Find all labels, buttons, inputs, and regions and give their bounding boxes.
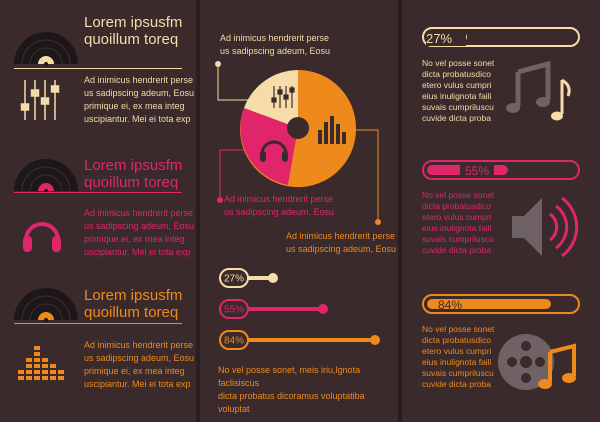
text-line: No vel posse sonet bbox=[422, 324, 495, 334]
text-line: eius inulignota faili bbox=[422, 223, 492, 233]
section-3-rule bbox=[14, 323, 182, 324]
text-line: suvais cumpriluscu bbox=[422, 102, 494, 112]
text-line: etero vulus cumpri bbox=[422, 346, 492, 356]
section-2-title bbox=[84, 157, 182, 191]
right-panel bbox=[402, 0, 600, 422]
section-2-rule bbox=[14, 192, 182, 193]
text-line: us sadipscing adeum, Eosu bbox=[286, 244, 397, 254]
item-1-body bbox=[422, 58, 494, 124]
text-line: primique ei, ex mea integ bbox=[84, 366, 185, 376]
text-line: dicta probatusdico bbox=[422, 335, 491, 345]
text-line: primique ei, ex mea integ bbox=[84, 234, 185, 244]
text-line: Ad inimicus hendrerit perse bbox=[84, 340, 194, 350]
equalizer-bars-icon bbox=[18, 340, 66, 382]
text-line: eius inulignota faili bbox=[422, 357, 492, 367]
section-1-title-line1: Lorem ipsusfm bbox=[84, 14, 183, 31]
percent-bar-label: 55% bbox=[223, 304, 245, 316]
percent-bar-label: 84% bbox=[223, 335, 245, 347]
middle-panel bbox=[200, 0, 398, 422]
progress-label: 84% bbox=[437, 298, 463, 312]
section-2-title-line1: Lorem ipsusfm bbox=[84, 157, 183, 174]
percent-bar-end bbox=[268, 273, 278, 283]
progress-label: 55% bbox=[460, 164, 494, 178]
left-panel bbox=[0, 0, 196, 422]
text-line: cuvide dicta proba bbox=[422, 379, 491, 389]
item-2-body bbox=[422, 190, 494, 256]
text-line: cuvide dicta proba bbox=[422, 113, 491, 123]
vinyl-record-icon bbox=[12, 153, 80, 193]
text-line: us sadipscing adeum, Eosu bbox=[224, 207, 335, 217]
vinyl-record-icon bbox=[12, 26, 80, 66]
music-notes-icon bbox=[506, 62, 574, 124]
text-line: Ad inimicus hendrerit perse bbox=[84, 75, 194, 85]
text-line: etero vulus cumpri bbox=[422, 80, 492, 90]
text-line: cuvide dicta proba bbox=[422, 245, 491, 255]
section-3-title bbox=[84, 287, 182, 321]
progress-label: 27% bbox=[426, 31, 466, 46]
section-3-title-line1: Lorem ipsusfm bbox=[84, 287, 183, 304]
headphones-icon bbox=[20, 212, 64, 256]
percent-bar-label: 27% bbox=[223, 273, 245, 285]
text-line: uscipiantur. Mei ei tota exp bbox=[84, 114, 191, 124]
text-line: dicta probatus dicoramus voluptatiba voluptat bbox=[218, 391, 365, 414]
text-line: suvais cumpriluscu bbox=[422, 234, 494, 244]
text-line: primique ei, ex mea integ bbox=[84, 101, 185, 111]
text-line: us sadipscing adeum, Eosu bbox=[84, 221, 195, 231]
reel-music-icon bbox=[496, 330, 582, 394]
section-3-body bbox=[84, 339, 194, 391]
text-line: dicta probatusdico bbox=[422, 201, 491, 211]
text-line: us sadipscing adeum, Eosu bbox=[84, 88, 195, 98]
text-line: eius inulignota faili bbox=[422, 91, 492, 101]
text-line: No vel posse sonet bbox=[422, 58, 495, 68]
section-1-rule bbox=[14, 68, 182, 69]
progress-bar-55 bbox=[422, 160, 580, 180]
mid-caption bbox=[224, 193, 334, 219]
text-line: dicta probatusdico bbox=[422, 69, 491, 79]
text-line: Ad inimicus hendrerit perse bbox=[286, 231, 396, 241]
section-3-title-line2: quoillum toreq bbox=[84, 304, 179, 321]
percent-bar-end bbox=[318, 304, 328, 314]
bottom-caption bbox=[286, 230, 396, 256]
vinyl-record-icon bbox=[12, 282, 80, 322]
text-line: us sadipscing adeum, Eosu bbox=[220, 46, 331, 56]
text-line: Ad inimicus hendrerit perse bbox=[220, 33, 330, 43]
text-line: us sadipscing adeum, Eosu bbox=[84, 353, 195, 363]
section-1-title bbox=[84, 14, 182, 48]
footer-caption bbox=[218, 364, 398, 416]
item-3-body bbox=[422, 324, 494, 390]
section-2-body bbox=[84, 207, 194, 259]
text-line: Ad inimicus hendrerit perse bbox=[224, 194, 334, 204]
percent-bar-end bbox=[370, 335, 380, 345]
section-1-title-line2: quoillum toreq bbox=[84, 31, 179, 48]
percent-bars bbox=[200, 260, 398, 360]
text-line: No vel posse sonet bbox=[422, 190, 495, 200]
speaker-icon bbox=[510, 192, 574, 262]
section-2-title-line2: quoillum toreq bbox=[84, 174, 179, 191]
text-line: No vel posse sonet, meis iriu,lgnota faclisiscus bbox=[218, 365, 361, 388]
text-line: uscipiantur. Mei ei tota exp bbox=[84, 379, 191, 389]
equalizer-sliders-icon bbox=[20, 78, 64, 122]
text-line: Ad inimicus hendrerit perse bbox=[84, 208, 194, 218]
text-line: uscipiantur. Mei ei tota exp bbox=[84, 247, 191, 257]
text-line: etero vulus cumpri bbox=[422, 212, 492, 222]
text-line: suvais cumpriluscu bbox=[422, 368, 494, 378]
section-1-body bbox=[84, 74, 194, 126]
